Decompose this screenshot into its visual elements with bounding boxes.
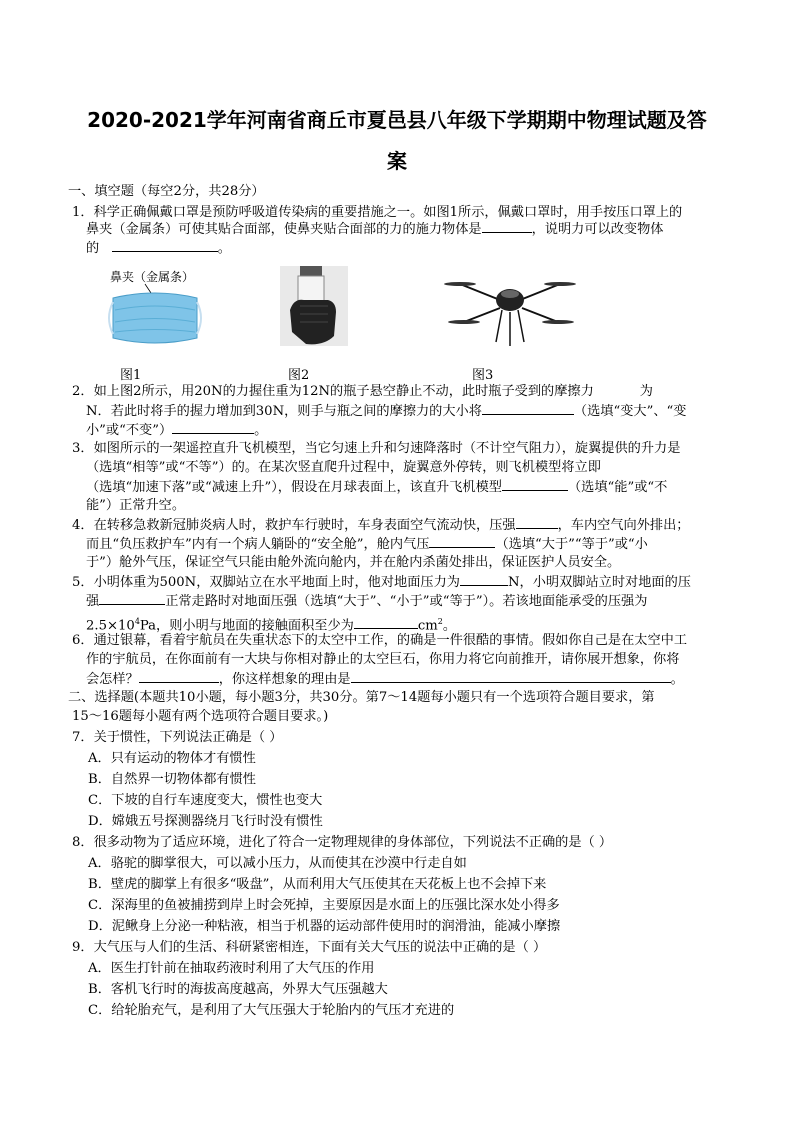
answer-blank[interactable]	[460, 571, 508, 586]
q5-text-a: 5．小明体重为500N，双脚站立在水平地面上时，他对地面压力为	[72, 575, 460, 590]
q2-line1	[72, 381, 653, 402]
q1-line3	[86, 237, 231, 259]
answer-blank[interactable]	[502, 476, 568, 491]
q5-text-g: cm	[417, 618, 438, 634]
answer-blank[interactable]	[172, 419, 254, 434]
q9-option-c[interactable]: C．给轮胎充气，是利用了大气压强大于轮胎内的气压才充进的	[88, 1003, 455, 1018]
q4-text-a: 4．在转移急救新冠肺炎病人时，救护车行驶时，车身表面空气流动快，压强	[72, 518, 516, 533]
q6-text-b: ，你这样想象的理由是	[218, 672, 351, 687]
q7-option-c[interactable]: C．下坡的自行车速度变大，惯性也变大	[88, 793, 323, 808]
q4-text-d: （选填“大于”“等于”或“小	[495, 537, 648, 552]
q2-text-d: （选填“变大”、“变	[573, 404, 687, 419]
answer-blank[interactable]	[482, 218, 532, 233]
answer-blank[interactable]	[354, 614, 418, 629]
q5-text-d: 正常走路时对地面压强（选填“大于”、“小于”或“等于”）。若该地面能承受的压强为	[165, 594, 648, 609]
q5-text-f: Pa，则小明与地面的接触面积至少为	[139, 618, 354, 634]
q6-line2: 作的宇航员，在你面前有一大块与你相对静止的太空巨石，你用力将它向前推开，请你展开想象，你将	[86, 652, 680, 667]
q9-option-b[interactable]: B．客机飞行时的海拔高度越高，外界大气压强越大	[88, 982, 388, 997]
q1-text-d: 。	[217, 241, 231, 256]
q4-text-b: ，车内空气向外排出；	[557, 518, 690, 533]
section2-header-line1: 二、选择题(本题共10小题，每小题3分，共30分。第7～14题每小题只有一个选项符合题目要求，第	[68, 690, 655, 705]
mask-figure	[105, 282, 205, 352]
q6-line1: 6．通过银幕，看着宇航员在失重状态下的太空中工作，的确是一件很酷的事情。假如你自己是在太空中工	[72, 633, 688, 648]
q8-stem: 8．很多动物为了适应环境，进化了符合一定物理规律的身体部位，下列说法不正确的是（ ）	[72, 835, 613, 850]
q3-line4: 能”）正常升空。	[86, 498, 186, 513]
q3-line2: （选填“相等”或“不等”）的。在某次竖直爬升过程中，旋翼意外停转，则飞机模型将立即	[86, 460, 601, 475]
q2-text-e: 小”或“不变”）	[86, 423, 173, 438]
q3-text-b: （选填“能”或“不	[568, 480, 668, 495]
q8-option-b[interactable]: B．壁虎的脚掌上有很多“吸盘”，从而利用大气压使其在天花板上也不会掉下来	[88, 877, 547, 892]
q2-text-f: 。	[254, 423, 268, 438]
q8-option-d[interactable]: D．泥鳅身上分泌一种粘液，相当于机器的运动部件使用时的润滑油，能减小摩擦	[88, 919, 561, 934]
page-title-line1: 2020-2021学年河南省商丘市夏邑县八年级下学期期中物理试题及答	[87, 108, 707, 132]
q5-text-b: N，小明双脚站立时对地面的压	[507, 575, 691, 590]
drone-figure	[440, 270, 580, 350]
figure2-caption: 图2	[288, 368, 310, 383]
q8-option-c[interactable]: C．深海里的鱼被捕捞到岸上时会死掉，主要原因是水面上的压强比深水处小得多	[88, 898, 560, 913]
section1-header: 一、填空题（每空2分，共28分）	[68, 184, 265, 199]
answer-blank[interactable]	[516, 514, 558, 529]
q5-line2	[86, 590, 647, 612]
figure3-caption: 图3	[472, 368, 494, 383]
q5-text-h: 。	[442, 618, 457, 634]
q5-text-e: 2.5×10	[86, 618, 135, 634]
figure1-caption: 图1	[120, 368, 142, 383]
q7-stem: 7．关于惯性，下列说法正确是（ ）	[72, 730, 283, 745]
q2-text-c: N．若此时将手的握力增加到30N，则手与瓶之间的摩擦力的大小将	[86, 404, 482, 419]
answer-blank[interactable]	[429, 533, 495, 548]
q8-option-a[interactable]: A．骆驼的脚掌很大，可以减小压力，从而使其在沙漠中行走自如	[88, 856, 467, 871]
q7-option-b[interactable]: B．自然界一切物体都有惯性	[88, 772, 256, 787]
nose-clip-label: 鼻夹（金属条）	[110, 270, 195, 284]
q6-text-a: 会怎样？	[86, 672, 139, 687]
answer-blank[interactable]	[112, 237, 218, 252]
q3-line1: 3．如图所示的一架遥控直升飞机模型，当它匀速上升和匀速降落时（不计空气阻力），旋翼提供的升力是	[72, 441, 681, 456]
q5-exponent: 4	[134, 617, 140, 626]
q7-option-a[interactable]: A．只有运动的物体才有惯性	[88, 751, 256, 766]
q1-text-c: 的	[86, 241, 100, 256]
answer-blank[interactable]	[351, 668, 671, 683]
q4-text-c: 而且“负压救护车”内有一个病人躺卧的“安全舱”，舱内气压	[86, 537, 430, 552]
q9-option-a[interactable]: A．医生打针前在抽取药液时利用了大气压的作用	[88, 961, 375, 976]
q1-text-b: ，说明力可以改变物体	[531, 222, 664, 237]
q2-text-a: 2．如上图2所示，用20N的力握住重为12N的瓶子悬空静止不动，此时瓶子受到的摩擦力	[72, 384, 594, 399]
q5-area-exponent: 2	[437, 617, 443, 626]
q3-text-a: （选填“加速下落”或“减速上升”），假设在月球表面上，该直升飞机模型	[86, 480, 502, 495]
q7-option-d[interactable]: D．嫦娥五号探测器绕月飞行时没有惯性	[88, 814, 323, 829]
answer-blank[interactable]	[139, 668, 219, 683]
hand-bottle-figure	[280, 266, 348, 346]
section2-header-line2: 15～16题每小题有两个选项符合题目要求。)	[72, 709, 329, 724]
q4-line3: 于”）舱外气压，保证空气只能由舱外流向舱内，并在舱内杀菌处排出，保证医护人员安全。	[86, 555, 621, 570]
page-title-line2: 案	[387, 149, 407, 173]
q2-text-b: 为	[639, 384, 653, 399]
q9-stem: 9．大气压与人们的生活、科研紧密相连，下面有关大气压的说法中正确的是（ ）	[72, 940, 547, 955]
answer-blank[interactable]	[482, 400, 574, 415]
q6-text-c: 。	[670, 672, 684, 687]
q1-line1: 1．科学正确佩戴口罩是预防呼吸道传染病的重要措施之一。如图1所示，佩戴口罩时，用手按压口罩上的	[72, 205, 683, 220]
answer-blank[interactable]	[99, 590, 165, 605]
q1-text-a: 鼻夹（金属条）可使其贴合面部，使鼻夹贴合面部的力的施力物体是	[86, 222, 482, 237]
q5-text-c: 强	[86, 594, 100, 609]
